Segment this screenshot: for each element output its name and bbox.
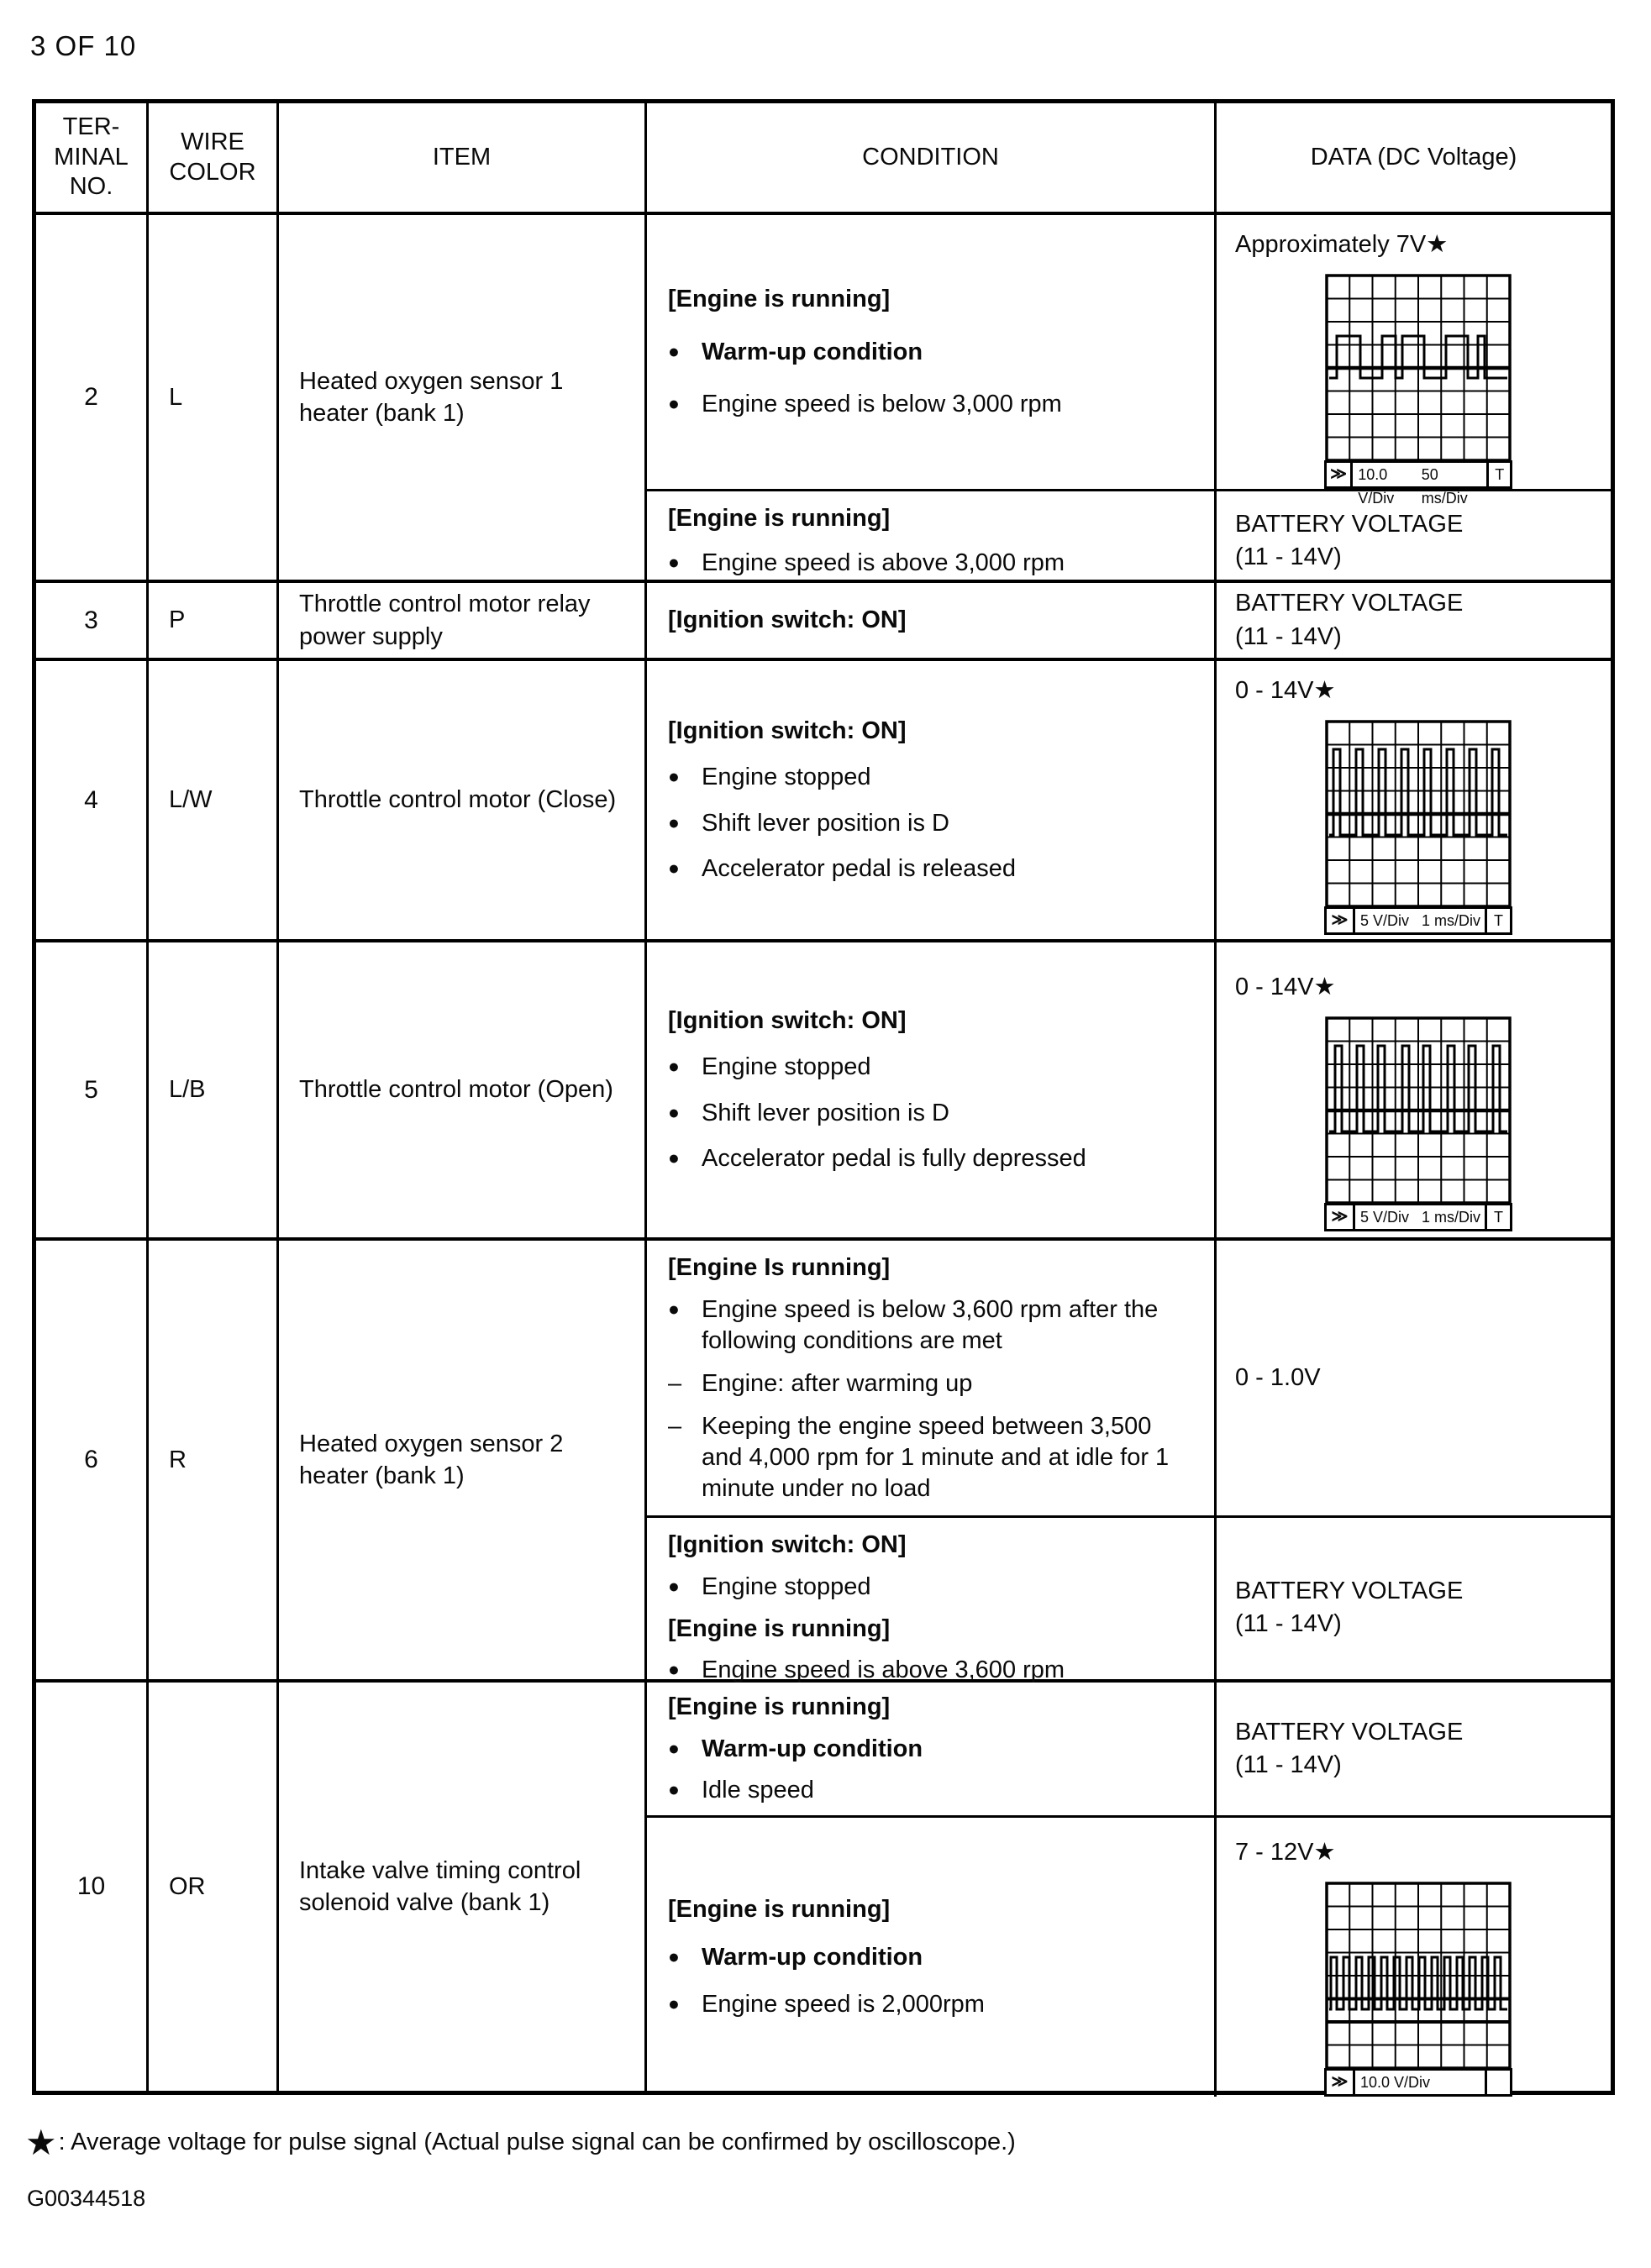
data-cell — [1217, 583, 1611, 658]
condition-bullet: ● Engine speed is below 3,600 rpm after the following conditions are met — [668, 1294, 1172, 1357]
data-cell — [1217, 491, 1611, 591]
data-value: BATTERY VOLTAGE — [1235, 1718, 1464, 1746]
terminal-no-cell: 5 — [36, 942, 149, 1237]
condition-bullet: ● Shift lever position is D — [668, 1098, 1172, 1129]
oscilloscope-waveform — [1324, 719, 1512, 935]
condition-cell — [647, 583, 1217, 658]
condition-header: [Engine is running] — [668, 1693, 891, 1720]
scope-time-per-div: 50 ms/Div — [1421, 466, 1468, 507]
condition-bullet: ● Accelerator pedal is released — [668, 853, 1172, 885]
condition-header: [Engine is running] — [668, 505, 891, 533]
condition-bullet: ● Warm-up condition — [668, 1942, 1172, 1973]
scope-grid — [1324, 273, 1512, 463]
item-cell: Throttle control motor (Open) — [279, 942, 647, 1237]
terminal-no-cell: 4 — [36, 661, 149, 939]
bullet-icon: ● — [668, 764, 680, 787]
data-value: (11 - 14V) — [1235, 543, 1342, 570]
bullet-icon: ● — [668, 339, 680, 362]
oscilloscope-waveform — [1324, 273, 1512, 507]
wire-color-cell: L — [149, 215, 279, 580]
condition-cell — [647, 661, 1217, 939]
data-value: 0 - 1.0V — [1235, 1363, 1321, 1391]
scope-label-bar — [1324, 906, 1512, 935]
condition-header: [Engine is running] — [668, 285, 891, 312]
header-condition: CONDITION — [647, 103, 1217, 212]
scope-label-bar — [1324, 1203, 1512, 1231]
header-data: DATA (DC Voltage) — [1310, 143, 1517, 171]
wire-color-cell: P — [149, 583, 279, 658]
item-cell: Heated oxygen sensor 2 heater (bank 1) — [279, 1241, 647, 1679]
data-cell — [1217, 1241, 1611, 1515]
scope-label-bar — [1324, 2068, 1512, 2097]
data-value: (11 - 14V) — [1235, 1610, 1342, 1638]
bullet-icon: ● — [668, 1945, 680, 1967]
condition-header: [Ignition switch: ON] — [668, 606, 907, 634]
scope-time-per-div: 1 ms/Div — [1421, 912, 1480, 930]
scope-volts-per-div: 10.0 V/Div — [1360, 2074, 1431, 2092]
condition-bullet: ● Engine speed is above 3,600 rpm — [668, 1655, 1172, 1686]
bullet-icon: ● — [668, 1658, 680, 1681]
bullet-icon: ● — [668, 392, 680, 415]
condition-header: [Ignition switch: ON] — [668, 1531, 907, 1558]
scope-volts-per-div: 10.0 V/Div — [1358, 466, 1395, 507]
page-number-label: 3 OF 10 — [30, 30, 137, 61]
terminal-no-cell: 2 — [36, 215, 149, 580]
condition-cell — [647, 1683, 1217, 1815]
condition-dash-item: – Keeping the engine speed between 3,500 and 4,000 rpm for 1 minute and at idle for 1 minute under no load — [668, 1411, 1172, 1504]
data-value: 7 - 12V★ — [1235, 1839, 1336, 1866]
scope-volts-per-div: 5 V/Div — [1360, 912, 1410, 930]
condition-header: [Ignition switch: ON] — [668, 1006, 907, 1034]
data-cell — [1217, 942, 1611, 1237]
condition-header: [Engine is running] — [668, 1614, 891, 1642]
data-cell — [1217, 215, 1611, 507]
scope-volts-per-div: 5 V/Div — [1360, 1209, 1410, 1226]
footnote-text: : Average voltage for pulse signal (Actual pulse signal can be confirmed by oscilloscope.) — [58, 2129, 1016, 2155]
terminal-no-cell: 6 — [36, 1241, 149, 1679]
bullet-icon: ● — [668, 1778, 680, 1801]
footnote — [25, 2123, 1016, 2162]
item-cell: Heated oxygen sensor 1 heater (bank 1) — [279, 215, 647, 580]
condition-cell — [647, 1818, 1217, 2097]
condition-cell — [647, 491, 1217, 591]
condition-bullet: ● Idle speed — [668, 1775, 1172, 1806]
table-row-terminal-2 — [36, 215, 1611, 583]
wire-color-cell: L/B — [149, 942, 279, 1237]
oscilloscope-waveform — [1324, 1016, 1512, 1231]
scope-grid — [1324, 719, 1512, 909]
dash-icon: – — [668, 1412, 682, 1440]
condition-cell — [647, 215, 1217, 489]
data-cell — [1217, 1518, 1611, 1698]
star-icon: ★ — [25, 2123, 57, 2162]
scope-time-per-div: 1 ms/Div — [1421, 1209, 1480, 1226]
scope-trigger-label: T — [1485, 1205, 1510, 1229]
data-value: BATTERY VOLTAGE — [1235, 1578, 1464, 1605]
bullet-icon: ● — [668, 1054, 680, 1077]
condition-bullet: ● Accelerator pedal is fully depressed — [668, 1143, 1172, 1174]
wire-color-cell: OR — [149, 1683, 279, 2091]
condition-cell — [647, 942, 1217, 1237]
table-row-terminal-6 — [36, 1241, 1611, 1683]
condition-bullet: ● Engine stopped — [668, 762, 1172, 793]
data-value: Approximately 7V★ — [1235, 231, 1449, 258]
wire-color-cell: L/W — [149, 661, 279, 939]
scope-cursor-icon: ≫ — [1327, 2071, 1355, 2094]
wire-color-cell: R — [149, 1241, 279, 1679]
condition-cell — [647, 1241, 1217, 1515]
scope-label-bar — [1324, 460, 1512, 507]
data-value: 0 - 14V★ — [1235, 974, 1336, 1000]
scope-cursor-icon: ≫ — [1327, 1205, 1355, 1229]
condition-bullet: ● Warm-up condition — [668, 337, 1172, 368]
condition-header: [Engine is running] — [668, 1895, 891, 1923]
bullet-icon: ● — [668, 857, 680, 879]
condition-bullet: ● Engine speed is 2,000rpm — [668, 1989, 1172, 2020]
scope-grid — [1324, 1881, 1512, 2071]
waveform-trace — [1329, 1957, 1507, 2009]
condition-bullet: ● Engine speed is below 3,000 rpm — [668, 389, 1172, 420]
terminal-no-cell: 3 — [36, 583, 149, 658]
scope-trigger-label: T — [1486, 463, 1510, 486]
item-cell: Throttle control motor relay power supply — [279, 583, 647, 658]
bullet-icon: ● — [668, 1298, 680, 1320]
condition-bullet: ● Engine speed is above 3,000 rpm — [668, 548, 1172, 579]
bullet-icon: ● — [668, 811, 680, 833]
scope-cursor-icon: ≫ — [1327, 909, 1355, 932]
scope-cursor-icon: ≫ — [1327, 463, 1353, 486]
data-value: (11 - 14V) — [1235, 622, 1342, 650]
condition-header: [Ignition switch: ON] — [668, 717, 907, 744]
item-cell: Intake valve timing control solenoid valve (bank 1) — [279, 1683, 647, 2091]
condition-header: [Engine Is running] — [668, 1253, 891, 1281]
data-cell — [1217, 661, 1611, 939]
data-value: BATTERY VOLTAGE — [1235, 510, 1464, 538]
condition-bullet: ● Engine stopped — [668, 1572, 1172, 1603]
terminal-no-cell: 10 — [36, 1683, 149, 2091]
condition-bullet: ● Shift lever position is D — [668, 808, 1172, 839]
bullet-icon: ● — [668, 550, 680, 573]
table-row-terminal-3 — [36, 583, 1611, 661]
header-item: ITEM — [279, 103, 647, 212]
condition-bullet: ● Engine stopped — [668, 1052, 1172, 1083]
bullet-icon: ● — [668, 1992, 680, 2015]
oscilloscope-waveform — [1324, 1881, 1512, 2097]
condition-dash-item: – Engine: after warming up — [668, 1368, 1172, 1399]
condition-cell — [647, 1518, 1217, 1698]
bullet-icon: ● — [668, 1100, 680, 1123]
header-wire-color: WIRE COLOR — [149, 103, 279, 212]
terminal-voltage-table — [32, 99, 1615, 2095]
data-cell — [1217, 1818, 1611, 2097]
scope-trigger-label: T — [1485, 909, 1510, 932]
data-cell — [1217, 1683, 1611, 1815]
table-row-terminal-5 — [36, 942, 1611, 1241]
bullet-icon: ● — [668, 1736, 680, 1759]
bullet-icon: ● — [668, 1574, 680, 1597]
data-value: 0 - 14V★ — [1235, 677, 1336, 704]
table-header-row — [36, 103, 1611, 215]
data-value: BATTERY VOLTAGE — [1235, 590, 1464, 617]
figure-code: G00344518 — [27, 2186, 146, 2211]
condition-bullet: ● Warm-up condition — [668, 1734, 1172, 1765]
scope-grid — [1324, 1016, 1512, 1205]
bullet-icon: ● — [668, 1147, 680, 1169]
table-row-terminal-4 — [36, 661, 1611, 942]
scope-trigger-label — [1485, 2071, 1510, 2094]
dash-icon: – — [668, 1370, 682, 1398]
item-cell: Throttle control motor (Close) — [279, 661, 647, 939]
header-terminal-no: TER- MINAL NO. — [36, 103, 149, 212]
table-row-terminal-10 — [36, 1683, 1611, 2091]
data-value: (11 - 14V) — [1235, 1751, 1342, 1778]
